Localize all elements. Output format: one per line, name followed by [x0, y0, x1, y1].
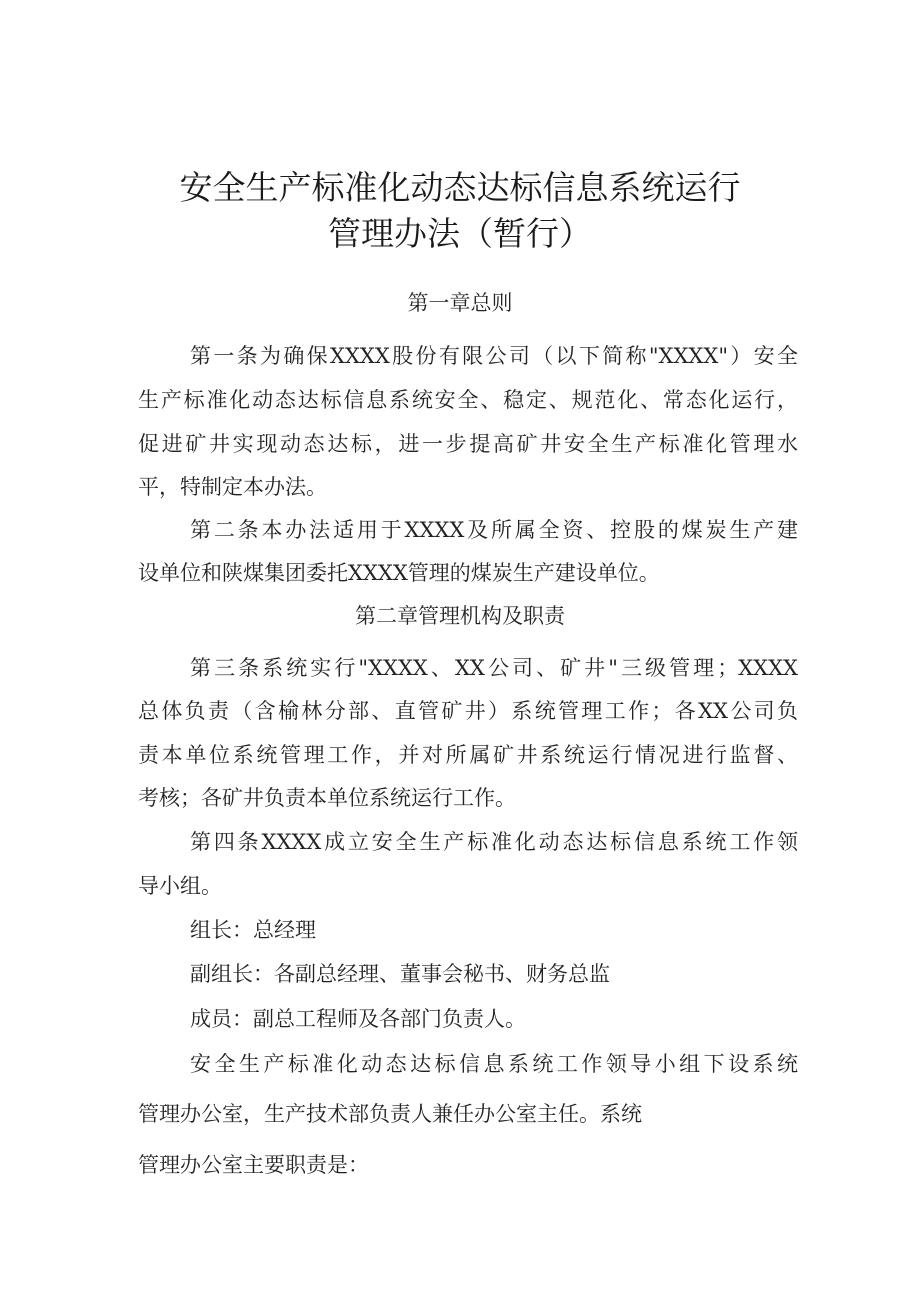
members-line: 成员：副总工程师及各部门负责人。: [190, 1007, 526, 1031]
chapter-2-heading: 第二章管理机构及职责: [355, 604, 565, 628]
article-3-line-4: 考核；各矿井负责本单位系统运行工作。: [138, 786, 516, 810]
article-3-line-3: 责本单位系统管理工作，并对所属矿井系统运行情况进行监督、: [138, 743, 798, 767]
chapter-1-heading: 第一章总则: [407, 291, 513, 315]
article-2-line-1: 第二条本办法适用于XXXX及所属全资、控股的煤炭生产建: [190, 518, 798, 542]
office-line-2: 管理办公室，生产技术部负责人兼任办公室主任。系统: [138, 1102, 642, 1126]
article-4-line-2: 导小组。: [138, 874, 222, 898]
deputy-leader-line: 副组长：各副总经理、董事会秘书、财务总监: [190, 962, 610, 986]
article-1-line-3: 促进矿井实现动态达标，进一步提高矿井安全生产标准化管理水: [138, 432, 798, 456]
office-line-3: 管理办公室主要职责是：: [138, 1153, 369, 1177]
article-1-line-2: 生产标准化动态达标信息系统安全、稳定、规范化、常态化运行，: [138, 388, 798, 412]
document-title-line-1: 安全生产标准化动态达标信息系统运行: [179, 168, 741, 207]
article-4-line-1: 第四条XXXX成立安全生产标准化动态达标信息系统工作领: [190, 830, 798, 854]
article-3-line-2: 总体负责（含榆林分部、直管矿井）系统管理工作；各XX公司负: [138, 699, 798, 723]
office-line-1: 安全生产标准化动态达标信息系统工作领导小组下设系统: [190, 1052, 798, 1076]
article-1-line-1: 第一条为确保XXXX股份有限公司（以下简称"XXXX"）安全: [190, 344, 798, 368]
article-3-line-1: 第三条系统实行"XXXX、XX公司、矿井"三级管理；XXXX: [190, 656, 798, 680]
article-1-line-4: 平，特制定本办法。: [138, 475, 327, 499]
article-2-line-2: 设单位和陕煤集团委托XXXX管理的煤炭生产建设单位。: [138, 561, 660, 585]
document-title-line-2: 管理办法（暂行）: [328, 214, 592, 253]
leader-line: 组长：总经理: [190, 918, 316, 942]
